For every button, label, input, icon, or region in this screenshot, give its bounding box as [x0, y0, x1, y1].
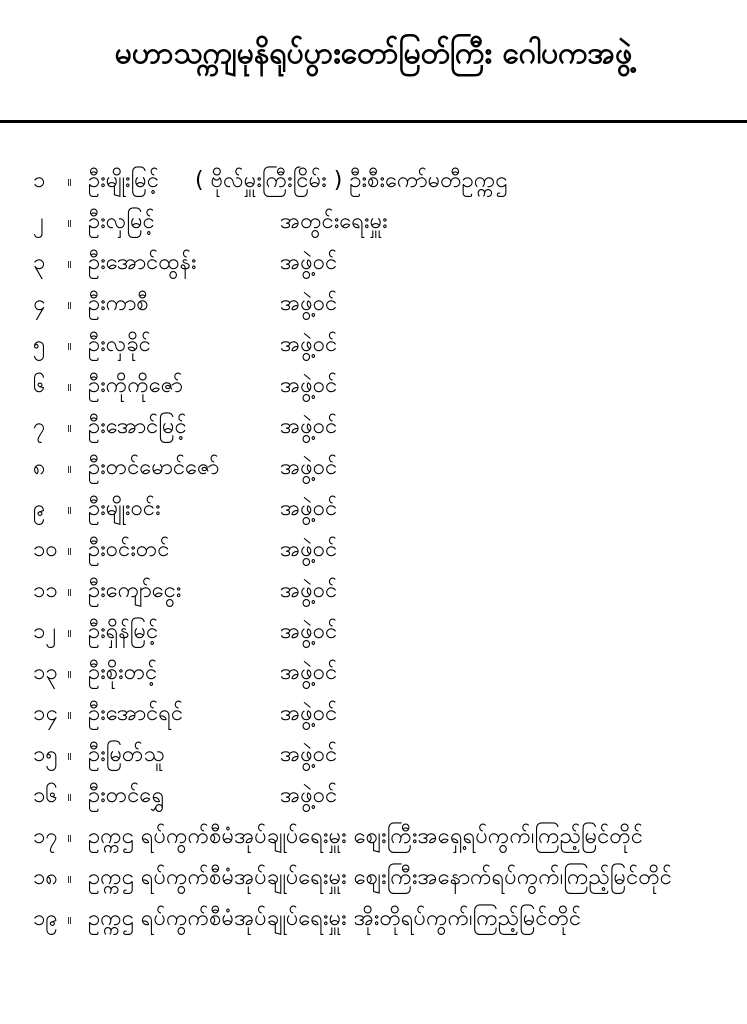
member-role: အဖွဲ့ဝင် [280, 660, 338, 685]
member-separator: ။ [67, 499, 72, 518]
member-name: ဦးကိုကိုဇော် [88, 373, 183, 398]
member-separator: ။ [67, 663, 72, 682]
member-role: အဖွဲ့ဝင် [280, 496, 338, 521]
member-separator: ။ [67, 253, 72, 272]
member-row [0, 242, 747, 283]
member-role: ဥက္ကဌ ရပ်ကွက်စီမံအုပ်ချုပ်ရေးမှူး ဈေးကြီးအရှေ့ရပ်ကွက်၊ကြည့်မြင်တိုင် [88, 824, 644, 849]
member-separator: ။ [67, 868, 72, 887]
member-separator: ။ [67, 540, 72, 559]
member-number: ၁၅ [33, 742, 58, 767]
member-number: ၁၉ [33, 906, 58, 931]
member-row [0, 447, 747, 488]
member-name: ဦးလှမြင့် [88, 209, 155, 234]
member-name: ဦးအောင်ရင် [88, 701, 184, 726]
member-row [0, 857, 747, 898]
member-number: ၁၁ [33, 578, 58, 603]
member-role: အဖွဲ့ဝင် [280, 414, 338, 439]
member-name: ဦးမျိုးမြင့် [88, 168, 160, 193]
member-role: အဖွဲ့ဝင် [280, 537, 338, 562]
title-divider [0, 120, 747, 123]
member-role: အဖွဲ့ဝင် [280, 701, 338, 726]
member-name: ဦးရှိန်မြင့် [88, 619, 159, 644]
member-list [0, 160, 747, 939]
member-number: ၁၃ [33, 660, 58, 685]
member-number: ၈ [33, 455, 46, 480]
member-row [0, 611, 747, 652]
member-role: အဖွဲ့ဝင် [280, 742, 338, 767]
member-number: ၁၈ [33, 865, 58, 890]
member-number: ၃ [33, 250, 46, 275]
member-role: အဖွဲ့ဝင် [280, 373, 338, 398]
member-separator: ။ [67, 704, 72, 723]
member-role: အဖွဲ့ဝင် [280, 783, 338, 808]
member-number: ၁၂ [33, 619, 57, 644]
member-role: အတွင်းရေးမှူး [280, 209, 388, 234]
member-name: ဦးမျိုးဝင်း [88, 496, 161, 521]
member-separator: ။ [67, 827, 72, 846]
member-number: ၆ [33, 373, 46, 398]
member-role: အဖွဲ့ဝင် [280, 332, 338, 357]
member-row [0, 529, 747, 570]
member-row [0, 693, 747, 734]
member-number: ၁၇ [33, 824, 58, 849]
member-name: ဦးကျော်ငွေး [88, 578, 182, 603]
member-row [0, 570, 747, 611]
member-name: ဦးမြတ်သူ [88, 742, 165, 767]
member-separator: ။ [67, 458, 72, 477]
member-separator: ။ [67, 622, 72, 641]
member-name: ဦးအောင်ထွန်း [88, 250, 197, 275]
member-name: ဦးတင်ရွှေ [88, 783, 165, 808]
member-separator: ။ [67, 581, 72, 600]
member-row [0, 816, 747, 857]
member-name: ဦးကာစီ [88, 291, 149, 316]
member-row [0, 201, 747, 242]
member-row [0, 652, 747, 693]
member-role: အဖွဲ့ဝင် [280, 291, 338, 316]
member-role: အဖွဲ့ဝင် [280, 578, 338, 603]
member-role: ( ဗိုလ်မှူးကြီးငြိမ်း ) ဦးစီးကော်မတီဥက္ကဌ [195, 168, 508, 193]
member-separator: ။ [67, 376, 72, 395]
member-number: ၇ [33, 414, 46, 439]
member-row [0, 365, 747, 406]
member-separator: ။ [67, 909, 72, 928]
member-name: ဦးတင်မောင်ဇော် [88, 455, 220, 480]
member-row [0, 324, 747, 365]
member-role: အဖွဲ့ဝင် [280, 619, 338, 644]
member-separator: ။ [67, 171, 72, 190]
member-number: ၁၄ [33, 701, 58, 726]
member-role: အဖွဲ့ဝင် [280, 250, 338, 275]
member-number: ၁၀ [33, 537, 58, 562]
member-role: ဥက္ကဌ ရပ်ကွက်စီမံအုပ်ချုပ်ရေးမှူး အိုးတိုရပ်ကွက်၊ကြည့်မြင်တိုင် [88, 906, 582, 931]
member-name: ဦးစိုးတင့် [88, 660, 158, 685]
member-row [0, 898, 747, 939]
member-row [0, 488, 747, 529]
member-name: ဦးဝင်းတင် [88, 537, 170, 562]
member-separator: ။ [67, 294, 72, 313]
member-number: ၉ [33, 496, 46, 521]
member-number: ၄ [33, 291, 46, 316]
member-role: အဖွဲ့ဝင် [280, 455, 338, 480]
member-number: ၅ [33, 332, 46, 357]
member-row [0, 734, 747, 775]
member-separator: ။ [67, 417, 72, 436]
member-separator: ။ [67, 786, 72, 805]
member-row [0, 160, 747, 201]
member-name: ဦးလှခိုင် [88, 332, 151, 357]
member-separator: ။ [67, 745, 72, 764]
member-number: ၂ [33, 209, 44, 234]
member-row [0, 406, 747, 447]
member-name: ဦးအောင်မြင့် [88, 414, 187, 439]
member-number: ၁ [33, 168, 46, 193]
member-separator: ။ [67, 212, 72, 231]
member-role: ဥက္ကဌ ရပ်ကွက်စီမံအုပ်ချုပ်ရေးမှူး ဈေးကြီးအနောက်ရပ်ကွက်၊ကြည့်မြင်တိုင် [88, 865, 672, 890]
member-number: ၁၆ [33, 783, 58, 808]
member-row [0, 283, 747, 324]
member-separator: ။ [67, 335, 72, 354]
document-title: မဟာသက္ကျမုနိရုပ်ပွားတော်မြတ်ကြီး ဂေါပကအဖွဲ့ [114, 36, 633, 71]
member-row [0, 775, 747, 816]
